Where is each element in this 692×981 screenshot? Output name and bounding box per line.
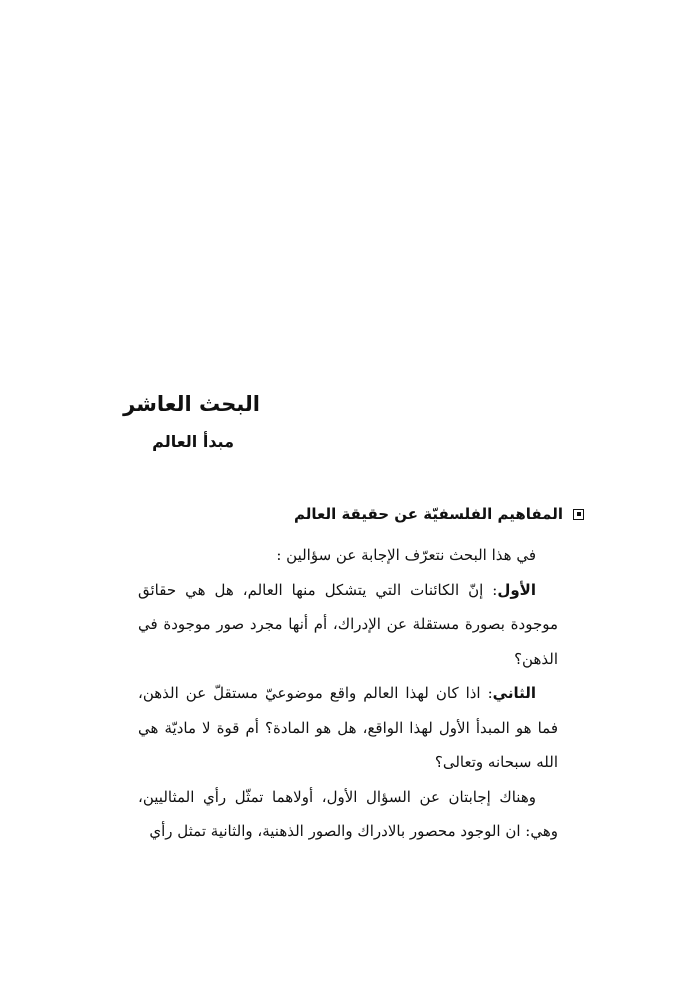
section-heading	[294, 505, 584, 523]
second-question-label: الثاني	[492, 684, 536, 702]
first-question-paragraph	[138, 573, 558, 677]
section-heading-text: المفاهيم الفلسفيّة عن حقيقة العالم	[293, 505, 563, 523]
square-bullet-icon	[573, 509, 584, 520]
chapter-subtitle: مبدأ العالم	[152, 432, 234, 451]
first-question-text: : إنّ الكائنات التي يتشكل منها العالم، هل هي حقائق موجودة بصورة مستقلة عن الإدراك، أم أنها مجرد صور موجودة في الذهن؟	[138, 580, 558, 668]
first-question-label: الأول	[497, 580, 536, 599]
answers-paragraph: وهناك إجابتان عن السؤال الأول، أولاهما تمثّل رأي المثاليين، وهي: ان الوجود محصور بالادراك والصور الذهنية، والثانية تمثل رأي	[138, 787, 558, 840]
second-question-text: : اذا كان لهذا العالم واقع موضوعيّ مستقلّ عن الذهن، فما هو المبدأ الأول لهذا الواقع، هل هو المادة؟ أم قوة لا ماديّة هي الله سبحانه وتعالى؟	[138, 684, 558, 771]
chapter-title: البحث العاشر	[123, 392, 260, 416]
intro-paragraph: في هذا البحث نتعرّف الإجابة عن سؤالين :	[276, 546, 536, 564]
second-question-paragraph	[138, 676, 558, 780]
body-text	[138, 538, 558, 849]
